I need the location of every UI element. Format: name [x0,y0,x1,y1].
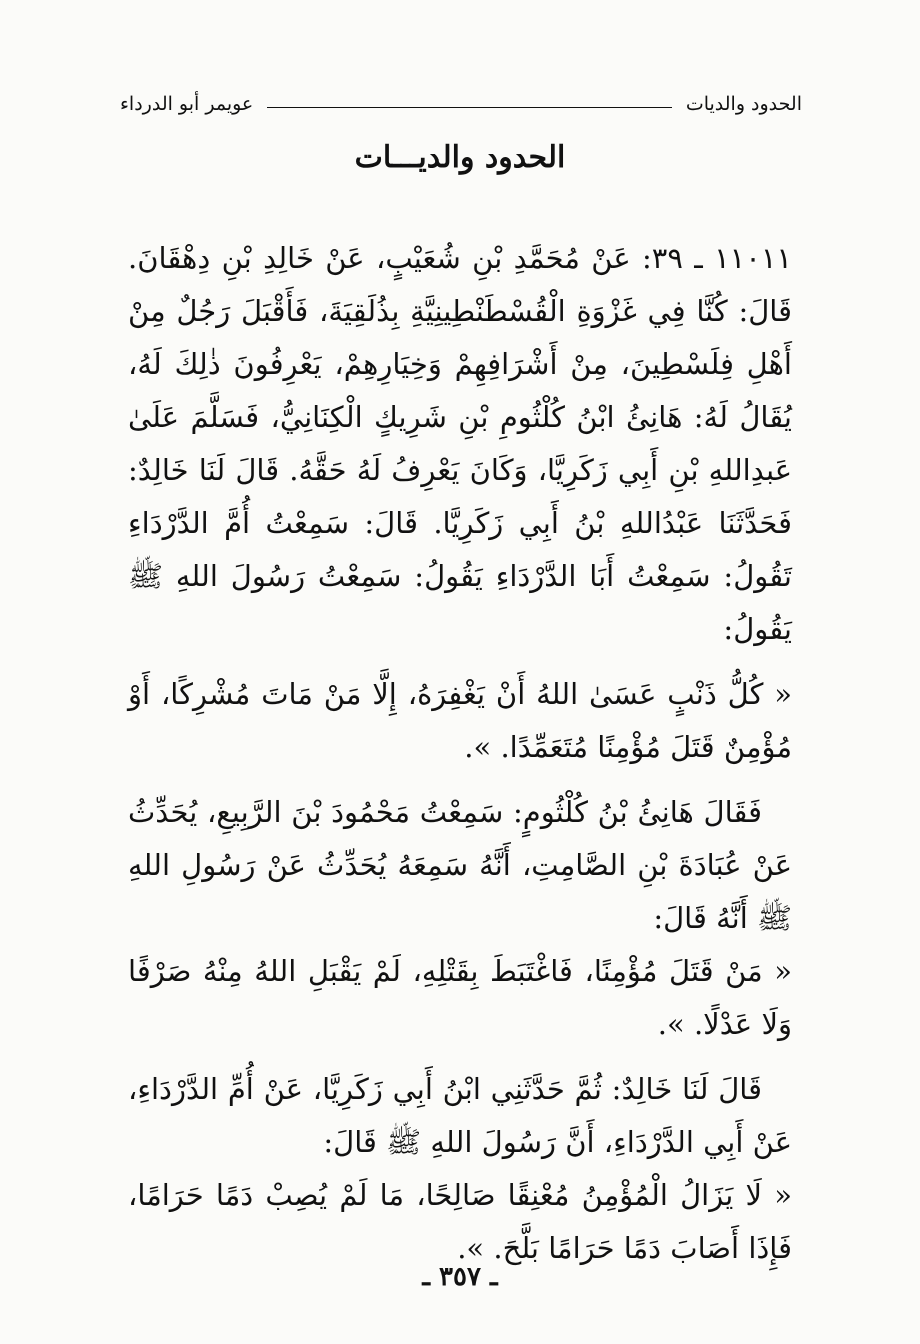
paragraph-hadith-quote-2: « مَنْ قَتَلَ مُؤْمِنًا، فَاغْتَبَطَ بِقَتْلِهِ، لَمْ يَقْبَلِ اللهُ مِنْهُ صَرْفًا وَلَا عَدْلًا. ». [128,954,792,1041]
paragraph-hadith-quote-1: « كُلُّ ذَنْبٍ عَسَىٰ اللهُ أَنْ يَغْفِرَهُ، إِلَّا مَنْ مَاتَ مُشْرِكًا، أَوْ مُؤْمِنٌ قَتَلَ مُؤْمِنًا مُتَعَمِّدًا. ». [128,677,792,764]
paragraph-narration-2: فَقَالَ هَانِئُ بْنُ كُلْثُومٍ: سَمِعْتُ مَحْمُودَ بْنَ الرَّبِيعِ، يُحَدِّثُ عَنْ عُبَادَةَ بْنِ الصَّامِتِ، أَنَّهُ سَمِعَهُ يُحَدِّثُ عَنْ رَسُولِ اللهِ ﷺ أَنَّهُ قَالَ: [128,795,792,935]
header-chapter-title: الحدود والديات [685,93,802,115]
header-rule [267,107,672,108]
page-number: ـ ٣٥٧ ـ [422,1262,498,1292]
body-text [128,232,792,1275]
paragraph-narration-3: قَالَ لَنَا خَالِدٌ: ثُمَّ حَدَّثَنِي ابْنُ أَبِي زَكَرِيَّا، عَنْ أُمِّ الدَّرْدَاءِ، عَنْ أَبِي الدَّرْدَاءِ، أَنَّ رَسُولَ اللهِ ﷺ قَالَ: [128,1072,792,1159]
paragraph-hadith-quote-3: « لَا يَزَالُ الْمُؤْمِنُ مُعْنِقًا صَالِحًا، مَا لَمْ يُصِبْ دَمًا حَرَامًا، فَإِذَا أَصَابَ دَمًا حَرَامًا بَلَّحَ. ». [128,1178,792,1265]
chapter-title: الحدود والديـــات [354,140,566,175]
running-header [120,88,802,120]
paragraph-hadith-chain: ١١٠١١ ـ ٣٩: عَنْ مُحَمَّدِ بْنِ شُعَيْبٍ، عَنْ خَالِدِ بْنِ دِهْقَانَ. قَالَ: كُنَّا فِي غَزْوَةِ الْقُسْطَنْطِينِيَّةِ بِذُلَقِيَةَ، فَأَقْبَلَ رَجُلٌ مِنْ أَهْلِ فِلَسْطِينَ، مِنْ أَشْرَافِهِمْ وَخِيَارِهِمْ، يَعْرِفُونَ ذٰلِكَ لَهُ، يُقَالُ لَهُ: هَانِئُ ابْنُ كُلْثُومِ بْنِ شَرِيكٍ الْكِنَانِيُّ، فَسَلَّمَ عَلَىٰ عَبدِاللهِ بْنِ أَبِي زَكَرِيَّا، وَكَانَ يَعْرِفُ لَهُ حَقَّهُ. قَالَ لَنَا خَالِدٌ: فَحَدَّثَنَا عَبْدُاللهِ بْنُ أَبِي زَكَرِيَّا. قَالَ: سَمِعْتُ أُمَّ الدَّرْدَاءِ تَقُولُ: سَمِعْتُ أَبَا الدَّرْدَاءِ يَقُولُ: سَمِعْتُ رَسُولَ اللهِ ﷺ يَقُولُ: [128,241,792,646]
header-section-name: عويمر أبو الدرداء [120,93,254,115]
